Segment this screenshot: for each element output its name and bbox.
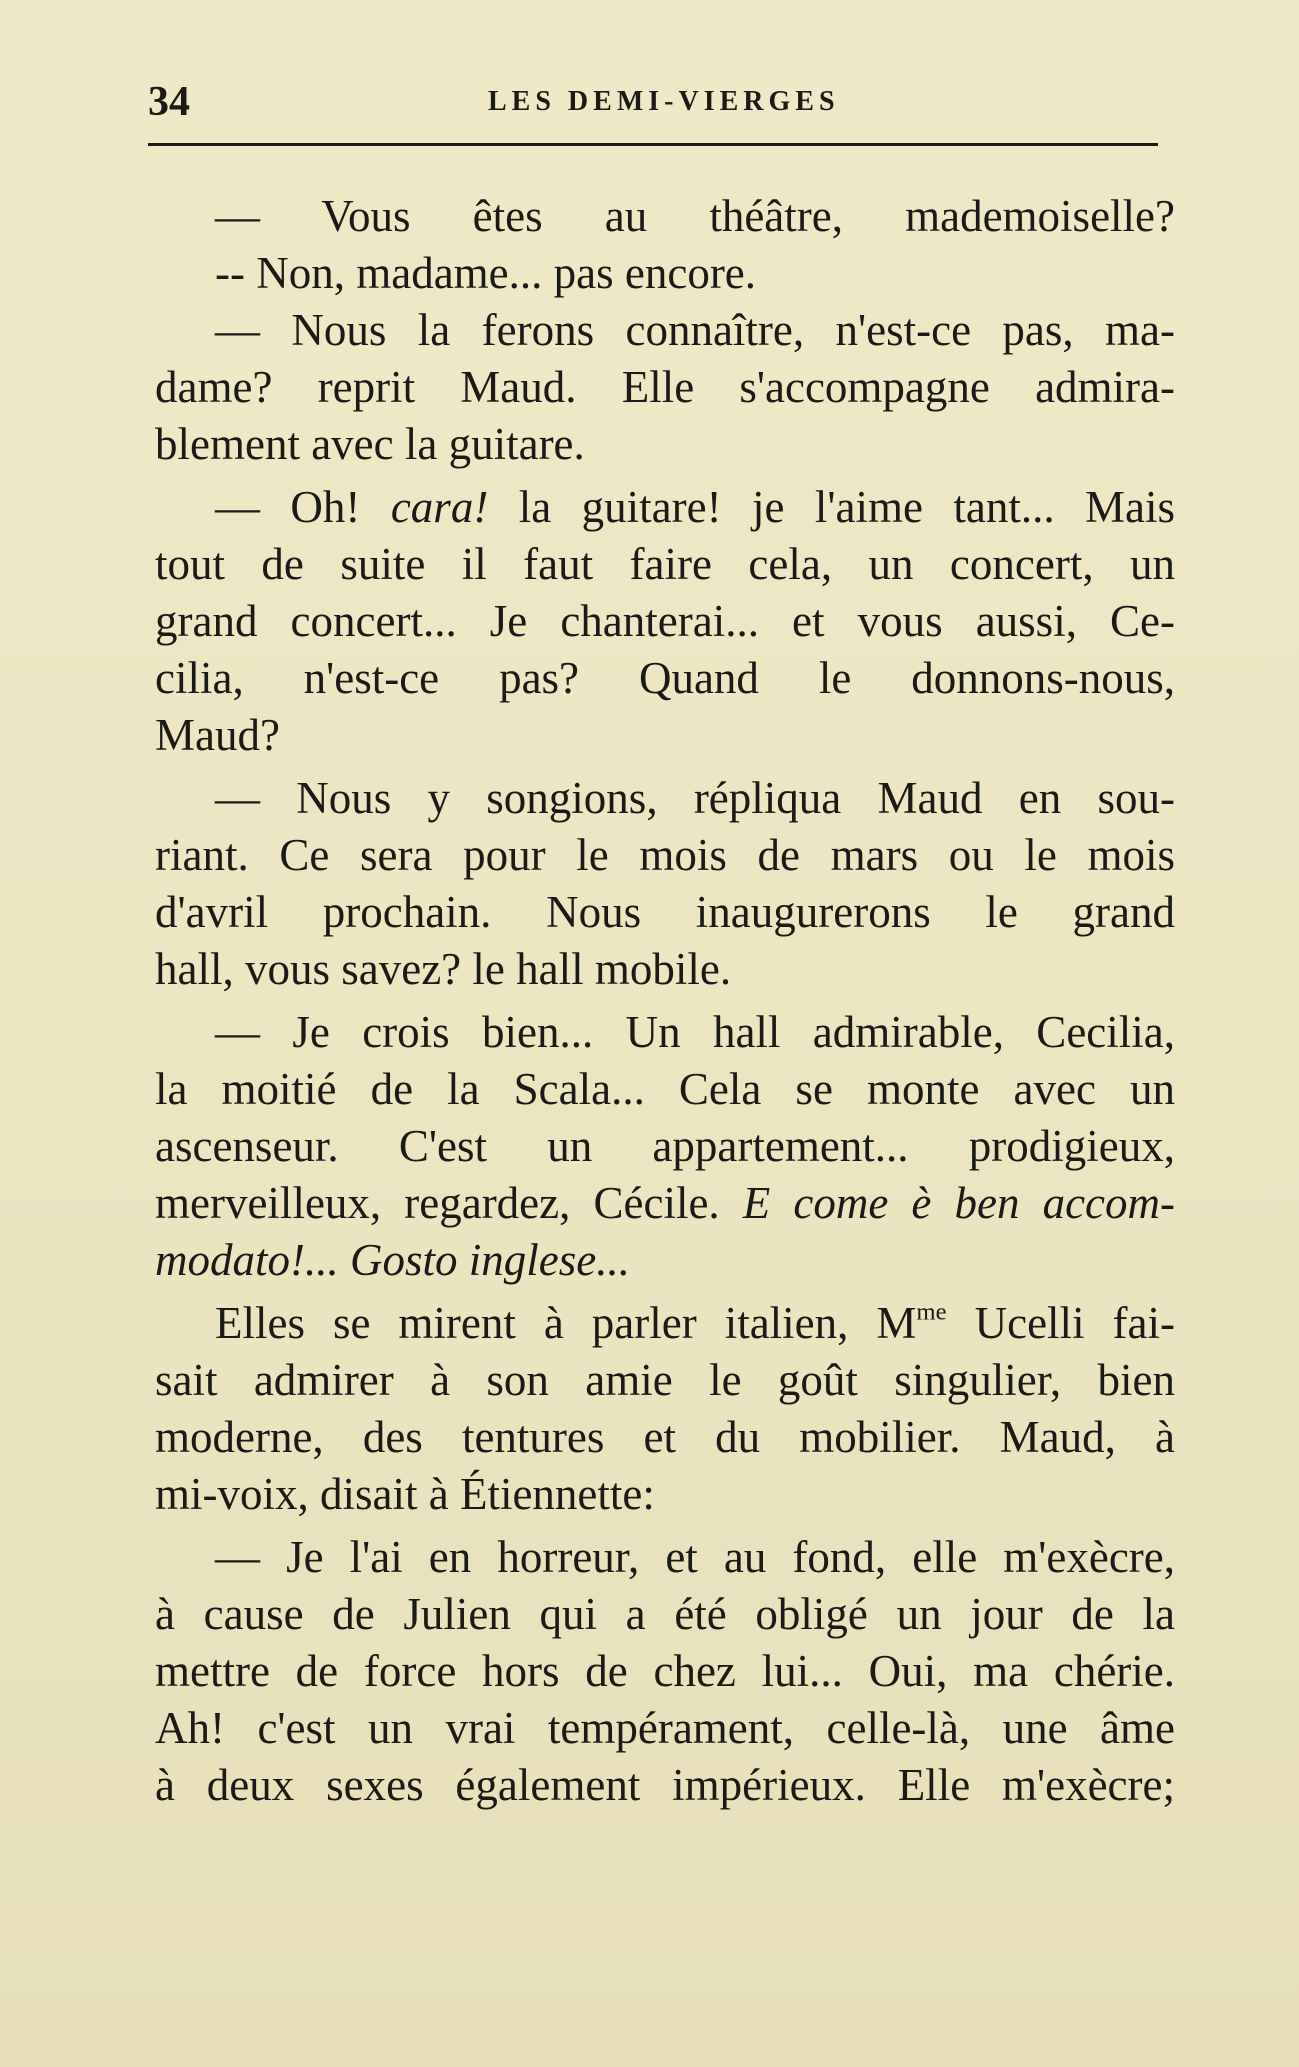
text-line: [155, 1175, 1175, 1232]
text-segment: Ucelli fai-: [946, 1298, 1175, 1348]
italic-text: cara!: [390, 482, 489, 532]
header-rule: [148, 143, 1158, 146]
text-line: — Je l'ai en horreur, et au fond, elle m'exècre,: [215, 1532, 1175, 1582]
text-line: sait admirer à son amie le goût singulier, bien: [155, 1355, 1175, 1405]
text-line: [155, 1232, 1175, 1289]
text-line: [155, 1295, 1175, 1352]
text-line: Maud?: [155, 710, 280, 760]
text-line: Ah! c'est un vrai tempérament, celle-là, une âme: [155, 1703, 1175, 1753]
italic-text: modato!... Gosto inglese...: [155, 1235, 630, 1285]
text-line: la moitié de la Scala... Cela se monte avec un: [155, 1064, 1175, 1114]
text-line: — Nous y songions, répliqua Maud en sou-: [215, 773, 1175, 823]
text-line: d'avril prochain. Nous inaugurerons le grand: [155, 887, 1175, 937]
page-header: [148, 70, 1158, 130]
superscript: me: [916, 1298, 947, 1326]
italic-text: E come è ben accom-: [742, 1178, 1176, 1228]
text-line: — Vous êtes au théâtre, mademoiselle?: [215, 191, 1175, 241]
text-line: mi-voix, disait à Étiennette:: [155, 1469, 655, 1519]
text-line: hall, vous savez? le hall mobile.: [155, 944, 732, 994]
running-title: LES DEMI-VIERGES: [488, 86, 840, 117]
text-segment: Elles se mirent à parler italien, M: [215, 1298, 917, 1348]
text-line: tout de suite il faut faire cela, un concert, un: [155, 539, 1175, 589]
text-line: [155, 479, 1175, 536]
text-line: cilia, n'est-ce pas? Quand le donnons-nous,: [155, 653, 1175, 703]
page-body: [155, 188, 1175, 1814]
text-segment: — Oh!: [215, 482, 361, 532]
text-line: à deux sexes également impérieux. Elle m'exècre;: [155, 1760, 1175, 1810]
text-line: ascenseur. C'est un appartement... prodigieux,: [155, 1121, 1175, 1171]
text-line: -- Non, madame... pas encore.: [215, 248, 757, 298]
text-segment: la guitare! je l'aime tant... Mais: [518, 482, 1175, 532]
text-line: grand concert... Je chanterai... et vous aussi, Ce-: [155, 596, 1175, 646]
text-segment: merveilleux, regardez, Cécile.: [155, 1178, 720, 1228]
text-line: — Je crois bien... Un hall admirable, Cecilia,: [215, 1007, 1175, 1057]
text-line: dame? reprit Maud. Elle s'accompagne admira-: [155, 362, 1175, 412]
text-line: mettre de force hors de chez lui... Oui, ma chérie.: [155, 1646, 1175, 1696]
text-line: blement avec la guitare.: [155, 419, 585, 469]
text-line: à cause de Julien qui a été obligé un jour de la: [155, 1589, 1175, 1639]
page-number: 34: [148, 79, 190, 125]
text-line: moderne, des tentures et du mobilier. Maud, à: [155, 1412, 1175, 1462]
text-line: riant. Ce sera pour le mois de mars ou le mois: [155, 830, 1175, 880]
text-line: — Nous la ferons connaître, n'est-ce pas, ma-: [215, 305, 1175, 355]
